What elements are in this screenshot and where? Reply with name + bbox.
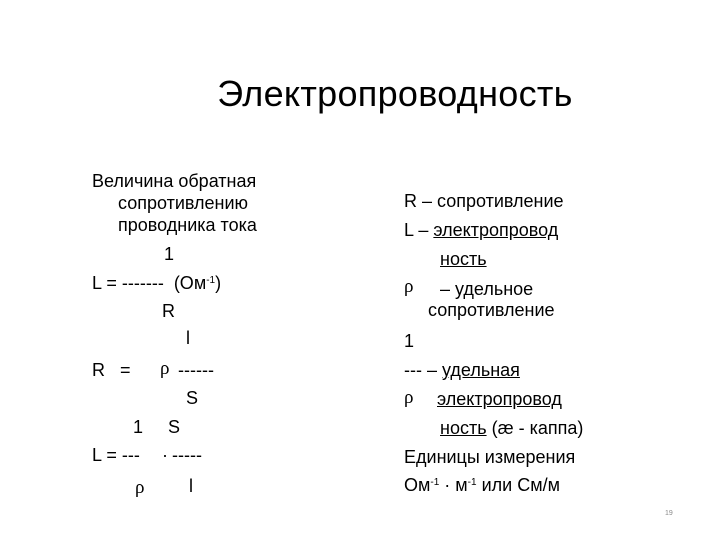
formula3-dot: · — [162, 445, 168, 465]
rho-symbol: ρ — [160, 358, 170, 379]
conductivity-part2: ность — [440, 418, 487, 438]
formula3-bar: ----- — [172, 445, 202, 465]
l-word-part1: электропровод — [433, 220, 559, 240]
units-ohm: Ом — [404, 475, 431, 495]
formula2-bar: ------ — [178, 360, 214, 380]
l-prefix: L – — [404, 220, 434, 240]
formula1-numerator: 1 — [164, 244, 175, 264]
formula2-main — [92, 358, 214, 381]
conductivity-part1: электропровод — [437, 389, 562, 409]
formula3-rho: ρ — [135, 477, 145, 498]
definition-line-2: сопротивлению — [118, 193, 249, 213]
units-tail: или См/м — [476, 475, 560, 495]
formula1-exponent: -1 — [206, 275, 216, 286]
formula1-lhs: L = ------- (Ом — [92, 273, 207, 293]
formula1-main — [92, 272, 221, 294]
units-meter: · м — [439, 475, 468, 495]
formula1-denominator: R — [162, 301, 175, 321]
definition-line-3: проводника тока — [118, 215, 257, 235]
dash-prefix: --- – — [404, 360, 442, 380]
units-label: Единицы измерения — [404, 447, 576, 467]
l-word-part2: ность — [440, 249, 487, 269]
conductivity-line — [440, 417, 583, 439]
formula3-top: 1 S — [133, 417, 181, 437]
definition-line-1: Величина обратная — [92, 171, 257, 191]
formula3-l: l — [189, 476, 193, 496]
units-meter-exponent: -1 — [467, 477, 477, 488]
kappa-note: (æ - каппа) — [491, 418, 584, 438]
formula2-lhs: R = — [92, 360, 131, 380]
l-definition — [404, 219, 558, 241]
units-ohm-exponent: -1 — [430, 477, 440, 488]
specific-word: удельная — [442, 360, 520, 380]
rho-symbol-right: ρ — [404, 276, 414, 297]
r-definition: R – сопротивление — [404, 191, 564, 211]
rho-text-1: – удельное — [440, 279, 534, 299]
rho-text-2: сопротивление — [428, 300, 555, 320]
formula2-top: l — [186, 328, 190, 348]
units-value — [404, 474, 560, 496]
reciprocal-numerator: 1 — [404, 331, 415, 351]
page-number: 19 — [665, 510, 673, 517]
formula3-main — [92, 444, 202, 466]
specific-line — [404, 359, 520, 381]
formula3-lhs: L = --- — [92, 445, 140, 465]
rho-symbol-denominator: ρ — [404, 387, 414, 408]
slide-title: Электропроводность — [217, 73, 573, 114]
formula1-tail: ) — [215, 273, 222, 293]
formula2-bottom: S — [186, 388, 199, 408]
